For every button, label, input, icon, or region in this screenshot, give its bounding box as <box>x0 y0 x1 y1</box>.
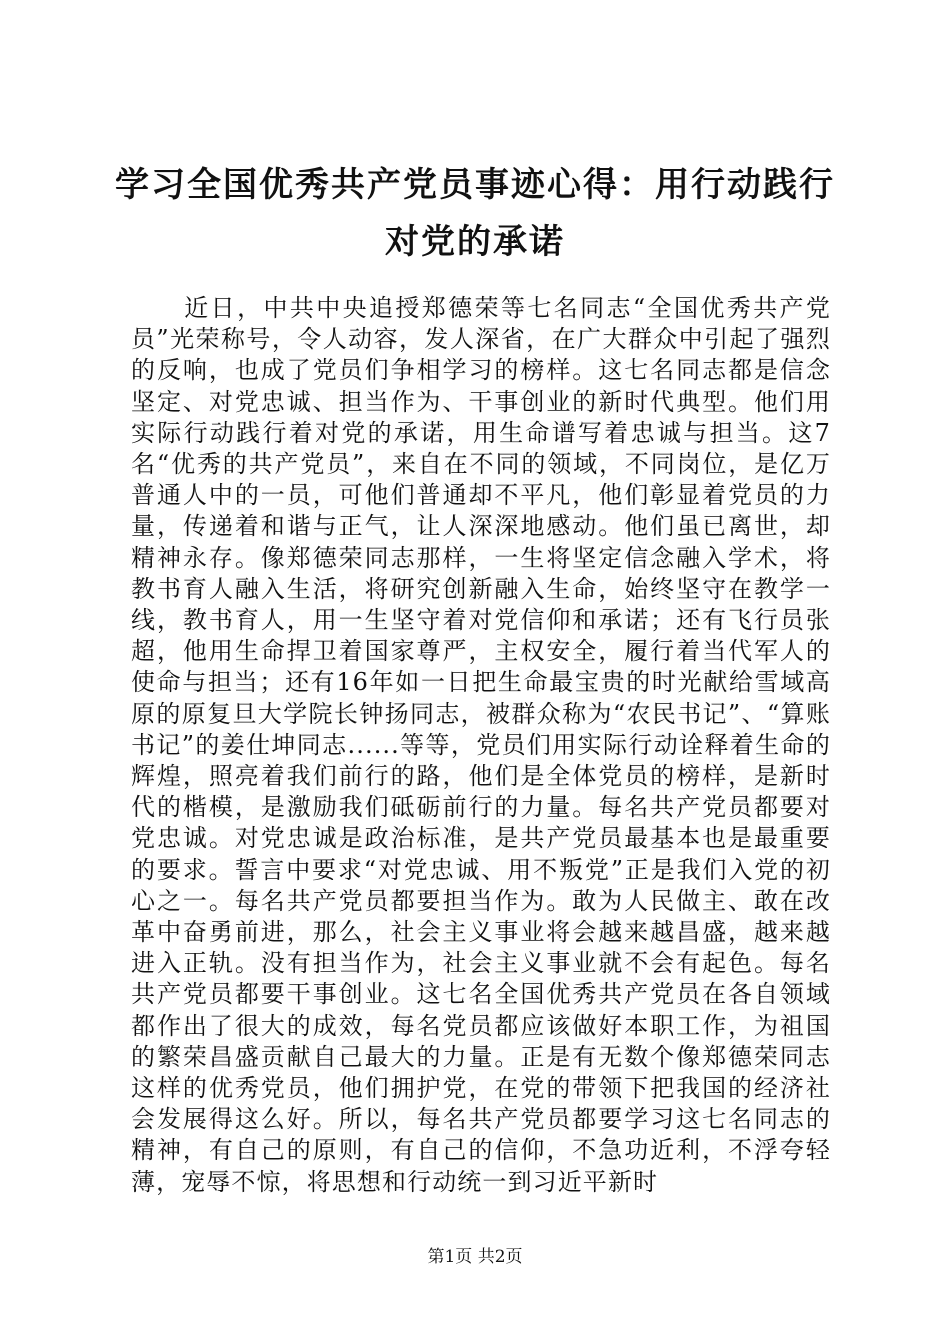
body-text: 近日，中共中央追授郑德荣等七名同志“全国优秀共产党员”光荣称号，令人动容，发人深省，在广大群众中引起了强烈的反响，也成了党员们争相学习的榜样。这七名同志都是信念坚定、对党忠诚、担当作为、干事创业的新时代典型。他们用实际行动践行着对党的承诺，用生命谱写着忠诚与担当。这7名“优秀的共产党员”，来自在不同的领域，不同岗位，是亿万普通人中的一员，可他们普通却不平凡，他们彰显着党员的力量，传递着和谐与正气，让人深深地感动。他们虽已离世，却精神永存。像郑德荣同志那样，一生将坚定信念融入学术，将教书育人融入生活，将研究创新融入生命，始终坚守在教学一线，教书育人，用一生坚守着对党信仰和承诺；还有飞行员张超，他用生命捍卫着国家尊严，主权安全，履行着当代军人的使命与担当；还有16年如一日把生命最宝贵的时光献给雪域高原的原复旦大学院长钟扬同志，被群众称为“农民书记”、“算账书记”的姜仕坤同志......等等，党员们用实际行动诠释着生命的辉煌，照亮着我们前行的路，他们是全体党员的榜样，是新时代的楷模，是激励我们砥砺前行的力量。每名共产党员都要对党忠诚。对党忠诚是政治标准，是共产党员最基本也是最重要的要求。誓言中要求“对党忠诚、用不叛党”正是我们入党的初心之一。每名共产党员都要担当作为。敢为人民做主、敢在改革中奋勇前进，那么，社会主义事业将会越来越昌盛，越来越进入正轨。没有担当作为，社会主义事业就不会有起色。每名共产党员都要干事创业。这七名全国优秀共产党员在各自领域都作出了很大的成效，每名党员都应该做好本职工作，为祖国的繁荣昌盛贡献自己最大的力量。正是有无数个像郑德荣同志这样的优秀党员，他们拥护党，在党的带领下把我国的经济社会发展得这么好。所以，每名共产党员都要学习这七名同志的精神，有自己的原则，有自己的信仰，不急功近利，不浮夸轻薄，宠辱不惊，将思想和行动统一到习近平新时 <box>131 294 831 1196</box>
document-title-line2: 对党的承诺 <box>385 222 565 262</box>
document-title-line1: 学习全国优秀共产党员事迹心得：用行动践行 <box>115 165 835 205</box>
body-paragraph <box>131 293 831 1198</box>
page-footer: 第1页 共2页 <box>427 1247 523 1267</box>
